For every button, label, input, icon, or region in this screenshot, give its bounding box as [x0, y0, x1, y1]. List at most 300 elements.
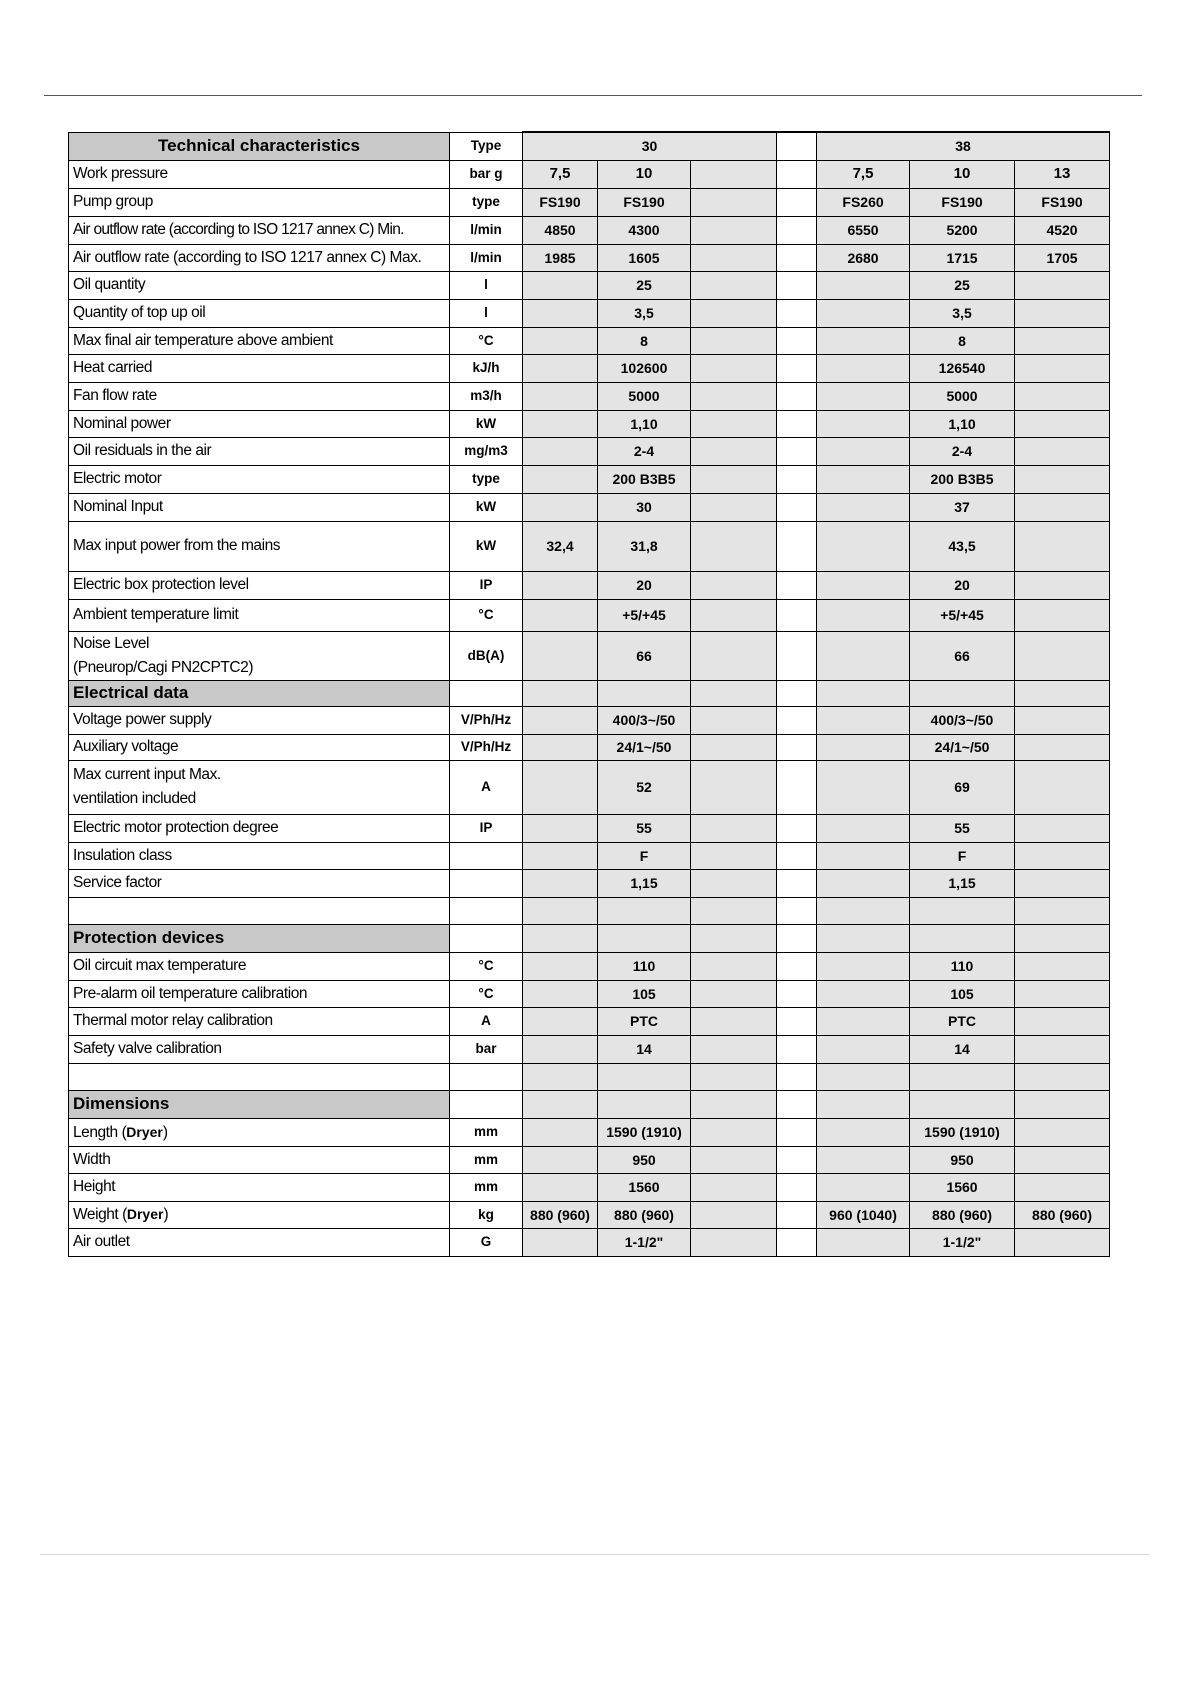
table-row [69, 869, 1110, 897]
row-unit: IP [450, 571, 523, 599]
gap-cell [777, 1146, 817, 1173]
model-38-value [1015, 869, 1110, 897]
gap-cell [777, 631, 817, 680]
row-unit: kW [450, 493, 523, 521]
model-30-value [523, 465, 598, 493]
value-cell [523, 680, 598, 706]
value-cell [817, 680, 910, 706]
model-30-value: 1-1/2" [598, 1228, 691, 1256]
model-38-value: 1-1/2" [910, 1228, 1015, 1256]
row-unit: mm [450, 1118, 523, 1146]
model-38-value: 1715 [910, 244, 1015, 271]
value-cell [1015, 924, 1110, 952]
model-30-value [691, 493, 777, 521]
model-30-value: 24/1~/50 [598, 734, 691, 760]
gap-cell [777, 1007, 817, 1035]
model-38-value: 20 [910, 571, 1015, 599]
model-38-value: 43,5 [910, 521, 1015, 571]
model-30-value [523, 299, 598, 327]
value-cell [598, 897, 691, 924]
row-label [69, 631, 450, 680]
model-38-value: 880 (960) [1015, 1201, 1110, 1228]
model-38-value [817, 354, 910, 382]
table-row [69, 980, 1110, 1007]
row-label-bold: Dryer [126, 1123, 163, 1140]
row-label: Work pressure [69, 160, 450, 188]
table-row [69, 1173, 1110, 1201]
model-30-value [523, 1173, 598, 1201]
value-cell [910, 1063, 1015, 1090]
model-38-value: FS190 [1015, 188, 1110, 216]
model-38-value: 105 [910, 980, 1015, 1007]
spacer-row [69, 897, 1110, 924]
row-label: Thermal motor relay calibration [69, 1007, 450, 1035]
model-38-value [817, 869, 910, 897]
model-30-value: 55 [598, 814, 691, 842]
gap-cell [777, 924, 817, 952]
model-30-value [523, 869, 598, 897]
model-30-value [691, 869, 777, 897]
row-label [69, 1201, 450, 1228]
gap-cell [777, 814, 817, 842]
model-38-value [817, 760, 910, 814]
model-38-value [817, 1118, 910, 1146]
table-row [69, 599, 1110, 631]
model-30-value [523, 382, 598, 410]
section-row-dimensions [69, 1090, 1110, 1118]
row-label: Oil residuals in the air [69, 437, 450, 465]
table-row [69, 244, 1110, 271]
row-label: Ambient temperature limit [69, 599, 450, 631]
value-cell [817, 1063, 910, 1090]
model-38-value: 7,5 [817, 160, 910, 188]
model-38-value [817, 1146, 910, 1173]
model-38-value [1015, 465, 1110, 493]
model-30-value [523, 1146, 598, 1173]
row-label: Insulation class [69, 842, 450, 869]
row-unit: type [450, 465, 523, 493]
row-label: Quantity of top up oil [69, 299, 450, 327]
model-30-value [691, 814, 777, 842]
section-title: Electrical data [69, 680, 450, 706]
model-38-value [1015, 354, 1110, 382]
model-38-value: 2680 [817, 244, 910, 271]
model-30-value: 4300 [598, 216, 691, 244]
table-row [69, 327, 1110, 354]
row-unit: bar g [450, 160, 523, 188]
table-row [69, 1201, 1110, 1228]
model-38-value [1015, 1146, 1110, 1173]
gap-cell [777, 521, 817, 571]
row-label: Air outlet [69, 1228, 450, 1256]
value-cell [523, 897, 598, 924]
gap-cell [777, 216, 817, 244]
model-38-value [817, 437, 910, 465]
table-row [69, 571, 1110, 599]
model-38-value: 1705 [1015, 244, 1110, 271]
row-unit: °C [450, 980, 523, 1007]
table-row [69, 1007, 1110, 1035]
model-30-value [523, 980, 598, 1007]
value-cell [523, 1063, 598, 1090]
model-30-value: 4850 [523, 216, 598, 244]
unit-cell [450, 1090, 523, 1118]
model-38-value [1015, 1173, 1110, 1201]
row-label-end: ) [162, 1123, 168, 1141]
model-30-value [691, 465, 777, 493]
table-row [69, 521, 1110, 571]
unit-cell [450, 897, 523, 924]
table-row [69, 631, 1110, 680]
gap-cell [777, 869, 817, 897]
model-30-value [523, 271, 598, 299]
model-30-value: 1985 [523, 244, 598, 271]
model-30-value: 5000 [598, 382, 691, 410]
row-label: Safety valve calibration [69, 1035, 450, 1063]
model-30-value [691, 1201, 777, 1228]
row-unit: V/Ph/Hz [450, 706, 523, 734]
gap-cell [777, 980, 817, 1007]
model-38-value [817, 493, 910, 521]
model-38-value: 5200 [910, 216, 1015, 244]
gap-cell [777, 706, 817, 734]
model-38-value: 1,10 [910, 410, 1015, 437]
gap-cell [777, 410, 817, 437]
row-label: Heat carried [69, 354, 450, 382]
value-cell [523, 1090, 598, 1118]
technical-characteristics-table [68, 131, 1110, 1257]
model-38-value: 1,15 [910, 869, 1015, 897]
model-38-value: 880 (960) [910, 1201, 1015, 1228]
value-cell [910, 924, 1015, 952]
row-unit [450, 869, 523, 897]
row-unit: G [450, 1228, 523, 1256]
model-38-value [1015, 631, 1110, 680]
gap-cell [777, 571, 817, 599]
model-38-value [817, 599, 910, 631]
gap-cell [777, 437, 817, 465]
row-unit: °C [450, 952, 523, 980]
table-row [69, 706, 1110, 734]
model-30-value [523, 842, 598, 869]
model-30-value [523, 1118, 598, 1146]
row-label [69, 1118, 450, 1146]
table-row [69, 493, 1110, 521]
model-38-value: 400/3~/50 [910, 706, 1015, 734]
model-38-value [817, 734, 910, 760]
model-30-value [691, 354, 777, 382]
row-label: Electric box protection level [69, 571, 450, 599]
model-30-value [691, 1007, 777, 1035]
model-30-value: 3,5 [598, 299, 691, 327]
row-label: Pre-alarm oil temperature calibration [69, 980, 450, 1007]
value-cell [598, 1063, 691, 1090]
spacer-row [69, 1063, 1110, 1090]
model-38-value [1015, 760, 1110, 814]
gap-cell [777, 952, 817, 980]
gap-cell [777, 680, 817, 706]
row-label: Height [69, 1173, 450, 1201]
value-cell [691, 1063, 777, 1090]
model-38-value [817, 631, 910, 680]
gap-cell [777, 271, 817, 299]
row-unit: l/min [450, 244, 523, 271]
header-rule [44, 95, 1142, 96]
row-label: Max input power from the mains [69, 521, 450, 571]
model-30-value: 31,8 [598, 521, 691, 571]
model-30-value [523, 1035, 598, 1063]
model-38-value: FS190 [910, 188, 1015, 216]
model-30-value: 110 [598, 952, 691, 980]
model-38-value [1015, 299, 1110, 327]
gap-cell [777, 1063, 817, 1090]
model-30-value [691, 437, 777, 465]
model-38-value [817, 521, 910, 571]
model-30-value: 7,5 [523, 160, 598, 188]
header-type-label: Type [450, 132, 523, 160]
model-30-value: FS190 [523, 188, 598, 216]
value-cell [598, 680, 691, 706]
gap-cell [777, 1118, 817, 1146]
model-30-value: 1,15 [598, 869, 691, 897]
model-38-value [1015, 734, 1110, 760]
model-38-value: 200 B3B5 [910, 465, 1015, 493]
gap-cell [777, 160, 817, 188]
value-cell [910, 1090, 1015, 1118]
row-label: Air outflow rate (according to ISO 1217 annex C) Min. [69, 216, 450, 244]
model-38-value [1015, 437, 1110, 465]
gap-cell [777, 1228, 817, 1256]
model-38-value [1015, 410, 1110, 437]
value-cell [910, 680, 1015, 706]
gap-cell [777, 493, 817, 521]
row-label-text: Length ( [73, 1123, 127, 1141]
row-label-bold: Dryer [126, 1206, 164, 1222]
row-unit: A [450, 1007, 523, 1035]
value-cell [691, 924, 777, 952]
row-unit: type [450, 188, 523, 216]
model-30-value [523, 354, 598, 382]
footer-rule [40, 1554, 1150, 1555]
row-label: Electric motor protection degree [69, 814, 450, 842]
model-30-value [691, 1173, 777, 1201]
model-30-value [523, 437, 598, 465]
model-38-value [817, 842, 910, 869]
model-30-value: 66 [598, 631, 691, 680]
model-30-value [691, 1146, 777, 1173]
model-38-value [1015, 706, 1110, 734]
model-30-value: 200 B3B5 [598, 465, 691, 493]
model-30-value [691, 244, 777, 271]
model-30-value: 1605 [598, 244, 691, 271]
model-38-value [817, 952, 910, 980]
table-row [69, 216, 1110, 244]
value-cell [817, 1090, 910, 1118]
row-unit: °C [450, 327, 523, 354]
row-unit: l/min [450, 216, 523, 244]
model-38-value: 25 [910, 271, 1015, 299]
model-30-value: 400/3~/50 [598, 706, 691, 734]
model-38-value: 69 [910, 760, 1015, 814]
row-label: Oil circuit max temperature [69, 952, 450, 980]
model-30-value [523, 952, 598, 980]
row-label: Nominal power [69, 410, 450, 437]
model-38-value: 950 [910, 1146, 1015, 1173]
model-38-value [1015, 842, 1110, 869]
row-label: Width [69, 1146, 450, 1173]
model-38-value [817, 980, 910, 1007]
model-30-value [523, 571, 598, 599]
model-30-value: 2-4 [598, 437, 691, 465]
model-30-value [691, 734, 777, 760]
table-row [69, 271, 1110, 299]
row-unit: kW [450, 410, 523, 437]
model-38-value: FS260 [817, 188, 910, 216]
table-row [69, 734, 1110, 760]
label-cell [69, 897, 450, 924]
row-unit: l [450, 299, 523, 327]
model-30-value [691, 706, 777, 734]
model-38-value [1015, 1007, 1110, 1035]
row-label-end: ) [163, 1206, 169, 1223]
row-unit: IP [450, 814, 523, 842]
model-38-value [817, 1228, 910, 1256]
model-38-value: PTC [910, 1007, 1015, 1035]
model-38-value: 14 [910, 1035, 1015, 1063]
model-38-value: 126540 [910, 354, 1015, 382]
gap-cell [777, 354, 817, 382]
unit-cell [450, 1063, 523, 1090]
row-label-line-2: (Pneurop/Cagi PN2CPTC2) [73, 658, 254, 676]
value-cell [691, 1090, 777, 1118]
model-30-value: 1590 (1910) [598, 1118, 691, 1146]
model-38-value [1015, 1228, 1110, 1256]
gap-cell [777, 1090, 817, 1118]
model-30-value [691, 327, 777, 354]
table-row [69, 160, 1110, 188]
section-title: Dimensions [69, 1090, 450, 1118]
value-cell [1015, 680, 1110, 706]
model-30-value: 32,4 [523, 521, 598, 571]
table-row [69, 760, 1110, 814]
row-unit: kW [450, 521, 523, 571]
section-title: Protection devices [69, 924, 450, 952]
row-unit: V/Ph/Hz [450, 734, 523, 760]
row-label: Pump group [69, 188, 450, 216]
label-cell [69, 1063, 450, 1090]
model-38-header: 38 [817, 132, 1110, 160]
table-row [69, 1035, 1110, 1063]
row-label: Max final air temperature above ambient [69, 327, 450, 354]
value-cell [691, 897, 777, 924]
value-cell [1015, 1090, 1110, 1118]
model-38-value: 13 [1015, 160, 1110, 188]
model-30-value: F [598, 842, 691, 869]
model-38-value [1015, 571, 1110, 599]
row-label-line-1: Max current input Max. [73, 766, 221, 783]
section-row-electrical [69, 680, 1110, 706]
model-38-value: 960 (1040) [817, 1201, 910, 1228]
model-30-value [523, 493, 598, 521]
model-38-value: 10 [910, 160, 1015, 188]
model-30-value: +5/+45 [598, 599, 691, 631]
gap-cell [777, 1035, 817, 1063]
table-row [69, 188, 1110, 216]
row-unit: mm [450, 1173, 523, 1201]
row-unit: A [450, 760, 523, 814]
value-cell [523, 924, 598, 952]
model-38-value: 5000 [910, 382, 1015, 410]
model-30-value: FS190 [598, 188, 691, 216]
model-38-value [817, 410, 910, 437]
model-30-value: 102600 [598, 354, 691, 382]
model-30-value: 880 (960) [523, 1201, 598, 1228]
table-row [69, 1228, 1110, 1256]
model-30-value [691, 1035, 777, 1063]
model-30-value [523, 1007, 598, 1035]
gap-cell [777, 299, 817, 327]
unit-cell [450, 924, 523, 952]
value-cell [817, 897, 910, 924]
model-38-value: 66 [910, 631, 1015, 680]
model-38-value: 1560 [910, 1173, 1015, 1201]
row-label: Service factor [69, 869, 450, 897]
row-unit [450, 842, 523, 869]
model-30-value: 8 [598, 327, 691, 354]
model-38-value [817, 465, 910, 493]
table-row [69, 299, 1110, 327]
model-38-value [817, 571, 910, 599]
row-unit: dB(A) [450, 631, 523, 680]
model-30-value [523, 599, 598, 631]
row-unit: °C [450, 599, 523, 631]
model-30-value [691, 599, 777, 631]
model-38-value [1015, 521, 1110, 571]
model-30-header: 30 [523, 132, 777, 160]
row-unit: mg/m3 [450, 437, 523, 465]
model-38-value: 1590 (1910) [910, 1118, 1015, 1146]
row-label: Oil quantity [69, 271, 450, 299]
table-row [69, 1146, 1110, 1173]
gap-cell [777, 188, 817, 216]
model-38-value [1015, 952, 1110, 980]
model-38-value [817, 382, 910, 410]
model-38-value [1015, 382, 1110, 410]
model-30-value: 52 [598, 760, 691, 814]
row-unit: mm [450, 1146, 523, 1173]
row-label: Auxiliary voltage [69, 734, 450, 760]
model-38-value [817, 1035, 910, 1063]
table-row [69, 1118, 1110, 1146]
model-30-value: 20 [598, 571, 691, 599]
model-30-value [523, 631, 598, 680]
row-label-text: Weight ( [73, 1206, 127, 1223]
model-30-value [691, 1228, 777, 1256]
table-row [69, 465, 1110, 493]
model-30-value: 1560 [598, 1173, 691, 1201]
model-30-value: 1,10 [598, 410, 691, 437]
model-38-value [1015, 493, 1110, 521]
model-38-value [1015, 1035, 1110, 1063]
model-38-value: 8 [910, 327, 1015, 354]
gap-cell [777, 382, 817, 410]
gap-cell [777, 897, 817, 924]
model-30-value [691, 299, 777, 327]
model-38-value: +5/+45 [910, 599, 1015, 631]
gap-cell [777, 465, 817, 493]
model-30-value [523, 1228, 598, 1256]
model-38-value: 6550 [817, 216, 910, 244]
